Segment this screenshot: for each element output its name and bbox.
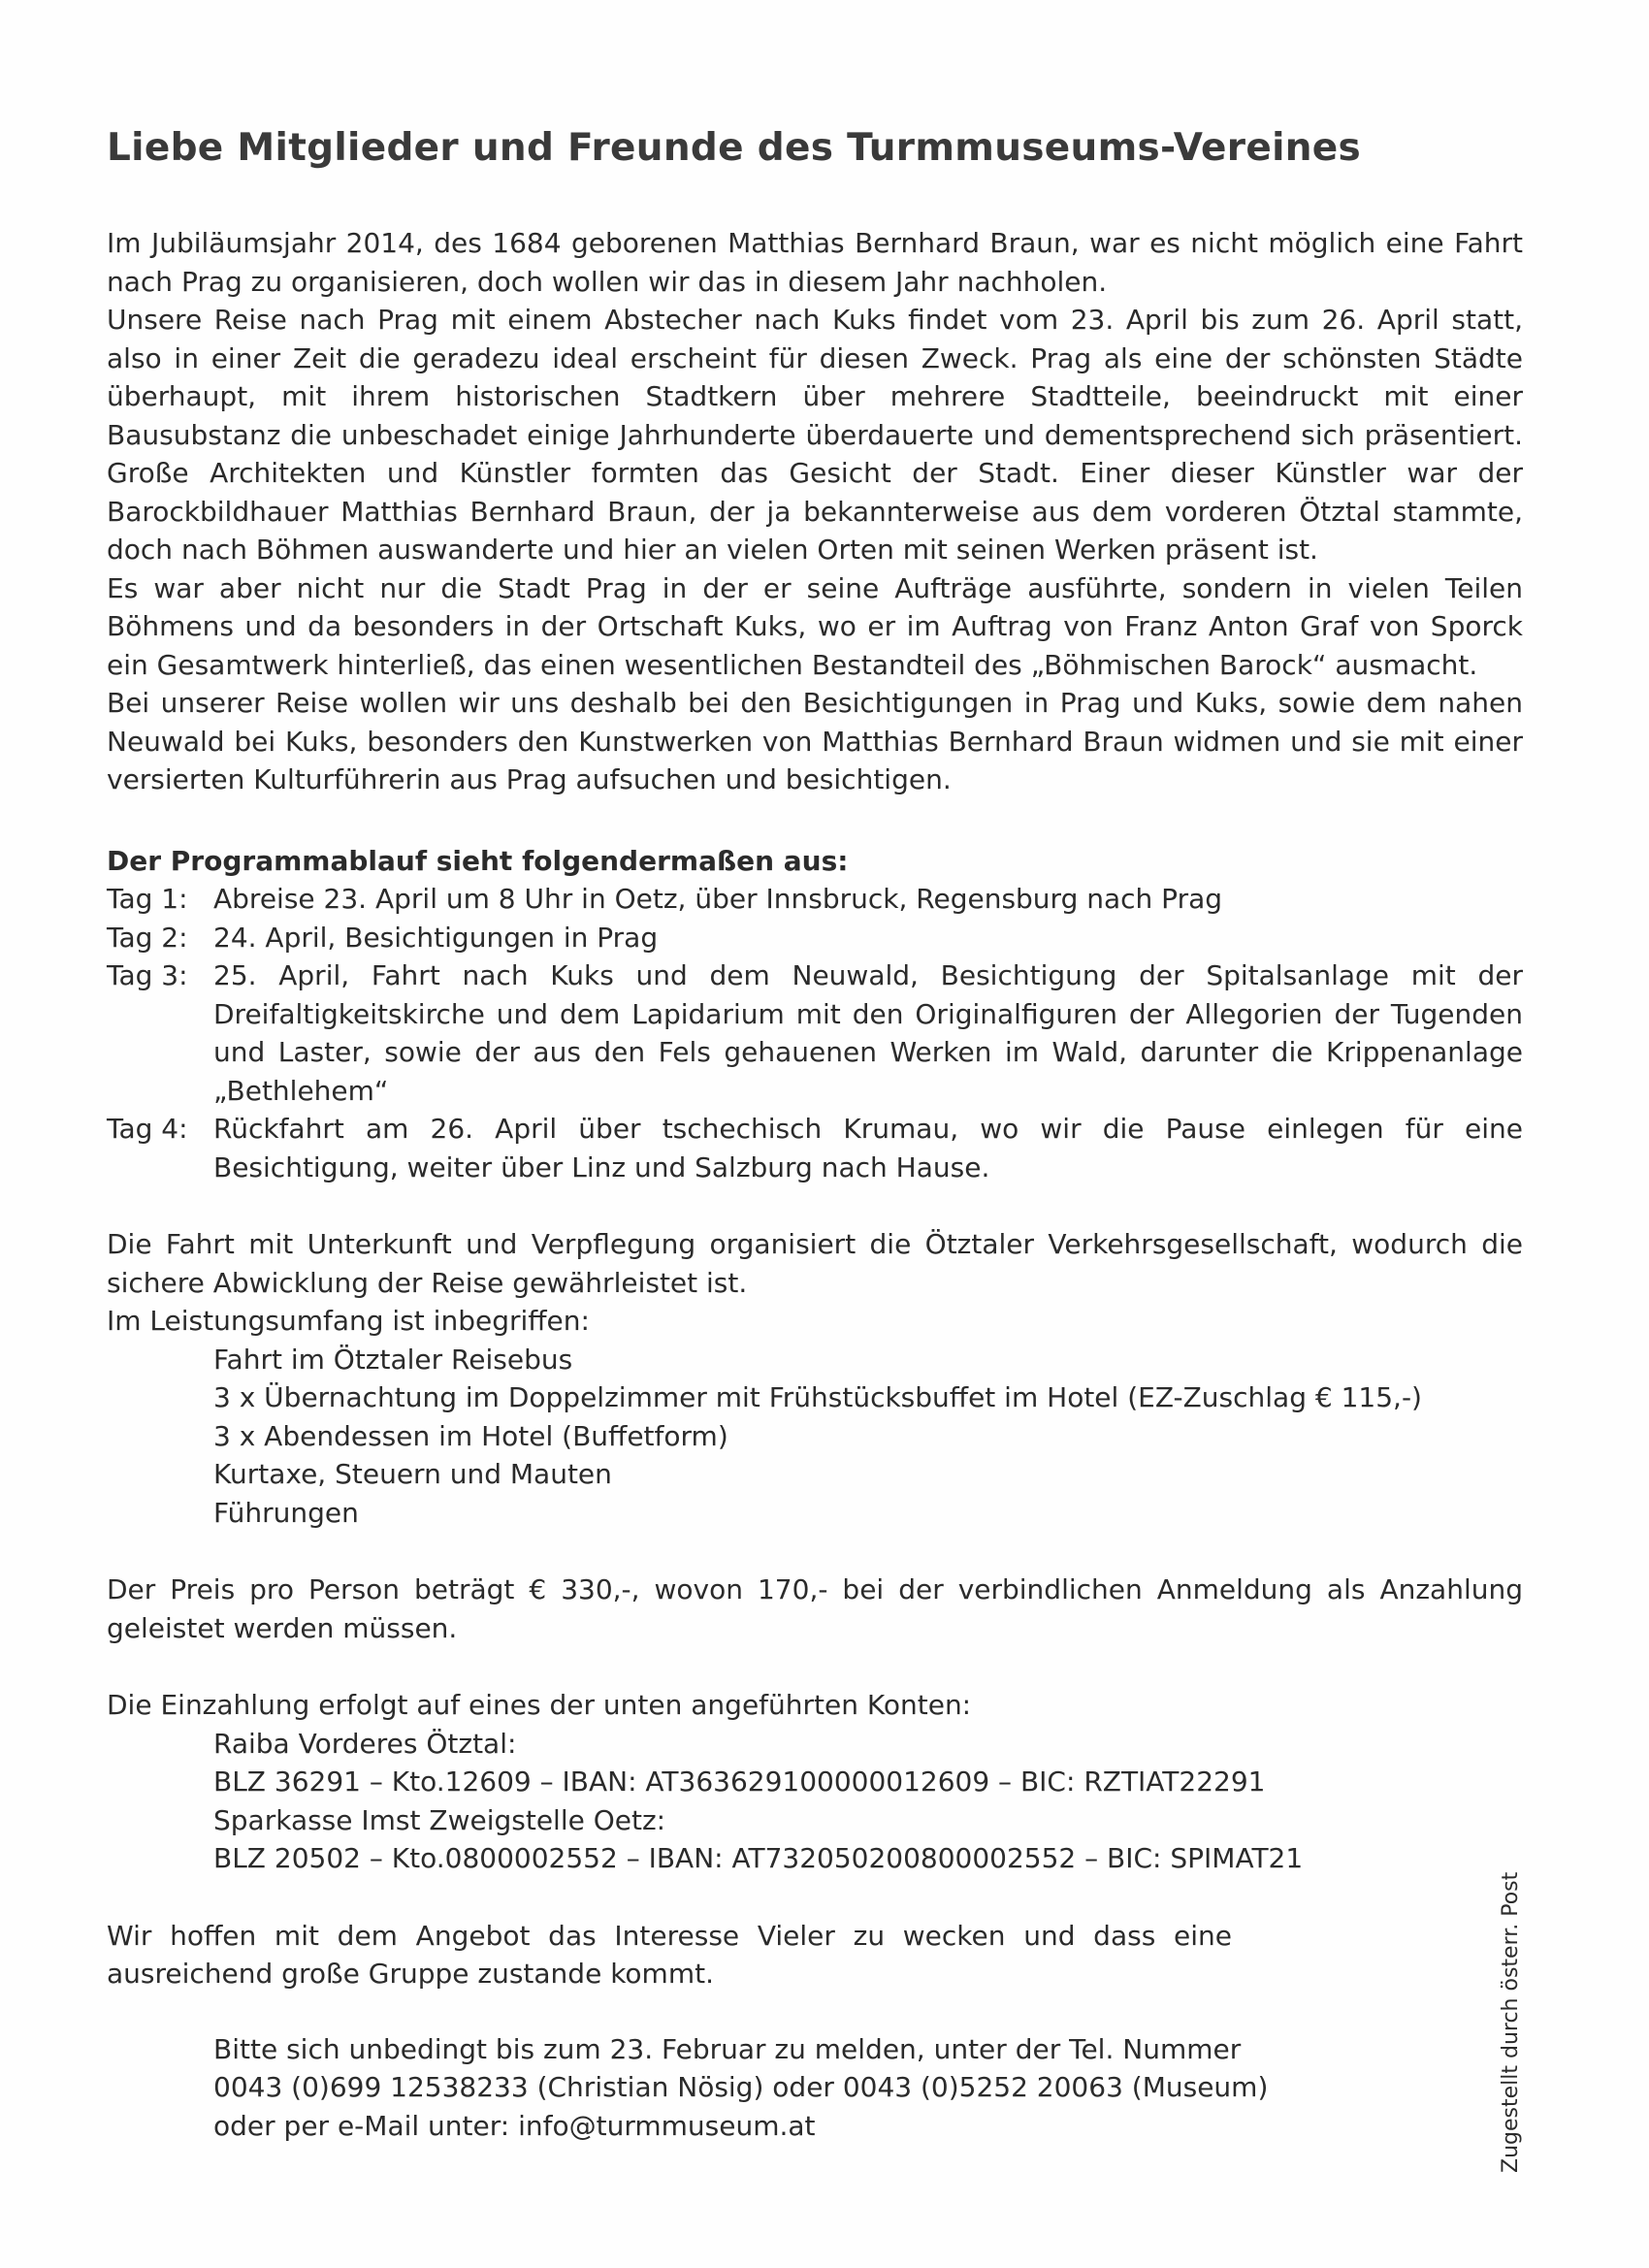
payment-intro: Die Einzahlung erfolgt auf eines der unten angeführten Konten: xyxy=(107,1689,972,1721)
program-day-text: Rückfahrt am 26. April über tschechisch Krumau, wo wir die Pause einlegen für eine Besichtigung, weiter über Linz und Salzburg nach Hause. xyxy=(213,1113,1523,1183)
program-list xyxy=(107,880,1523,1186)
included-item: Führungen xyxy=(213,1496,359,1529)
contact-email-line: oder per e-Mail unter: info@turmmuseum.at xyxy=(213,2109,816,2142)
intro-paragraph: Im Jubiläumsjahr 2014, des 1684 geborenen Matthias Bernhard Braun, war es nicht möglich eine Fahrt nach Prag zu organisieren, doch wollen wir das in diesem Jahr nachholen. xyxy=(107,227,1523,298)
bank-name: Sparkasse Imst Zweigstelle Oetz: xyxy=(213,1803,666,1836)
program-day-label: Tag 1: xyxy=(107,883,188,915)
intro-paragraph: Unsere Reise nach Prag mit einem Abstecher nach Kuks findet vom 23. April bis zum 26. April statt, also in einer Zeit die geradezu ideal erscheint für diesen Zweck. Prag als eine der schönsten Städte überhaupt, mit ihrem historischen Stadtkern über mehrere Stadtteile, beeindruckt mit einer Bausubstanz die unbeschadet einige Jahrhunderte überdauerte und dementsprechend sich präsentiert. Große Architekten und Künstler formten das Gesicht der Stadt. Einer dieser Künstler war der Barockbildhauer Matthias Bernhard Braun, der ja bekannterweise aus dem vorderen Ötztal stammte, doch nach Böhmen auswanderte und hier an vielen Orten mit seinen Werken präsent ist. xyxy=(107,304,1523,566)
intro-paragraph: Es war aber nicht nur die Stadt Prag in der er seine Aufträge ausführte, sondern in vielen Teilen Böhmens und da besonders in der Ortschaft Kuks, wo er im Auftrag von Franz Anton Graf von Sporck ein Gesamtwerk hinterließ, das einen wesentlichen Bestandteil des „Böhmischen Barock“ ausmacht. xyxy=(107,571,1523,681)
postal-note: Zugestellt durch österr. Post xyxy=(1499,1871,1523,2173)
program-day-text: 25. April, Fahrt nach Kuks und dem Neuwald, Besichtigung der Spitalsanlage mit der Dreifaltigkeitskirche und dem Lapidarium mit den Originalfiguren der Allegorien der Tugenden und Laster, sowie der aus den Fels gehauenen Werken im Wald, darunter die Krippenanlage „Bethlehem“ xyxy=(213,959,1523,1107)
program-heading: Der Programmablauf sieht folgendermaßen aus: xyxy=(107,844,849,877)
letter-title: Liebe Mitglieder und Freunde des Turmmuseums-Vereines xyxy=(107,126,1362,170)
program-day-text: Abreise 23. April um 8 Uhr in Oetz, über Innsbruck, Regensburg nach Prag xyxy=(213,883,1223,915)
included-label: Im Leistungsumfang ist inbegriffen: xyxy=(107,1305,590,1337)
contact-line: Bitte sich unbedingt bis zum 23. Februar zu melden, unter der Tel. Nummer xyxy=(213,2032,1242,2065)
program-day-row xyxy=(107,956,1523,1110)
closing-section xyxy=(107,1917,1523,1993)
organisation-section xyxy=(107,1225,1523,1532)
bank-name: Raiba Vorderes Ötztal: xyxy=(213,1727,517,1760)
organisation-text: Die Fahrt mit Unterkunft und Verpflegung organisiert die Ötztaler Verkehrsgesellschaft, wodurch die sichere Abwicklung der Reise gewährleistet ist. xyxy=(107,1228,1523,1299)
program-day-label: Tag 2: xyxy=(107,921,188,954)
program-day-label: Tag 4: xyxy=(107,1113,188,1145)
included-item: 3 x Abendessen im Hotel (Buffetform) xyxy=(213,1419,728,1452)
price-text: Der Preis pro Person beträgt € 330,-, wovon 170,- bei der verbindlichen Anmeldung als Anzahlung geleistet werden müssen. xyxy=(107,1573,1523,1644)
included-item: 3 x Übernachtung im Doppelzimmer mit Frühstücksbuffet im Hotel (EZ-Zuschlag € 115,-) xyxy=(213,1381,1422,1413)
included-item: Kurtaxe, Steuern und Mauten xyxy=(213,1458,612,1490)
contact-line: 0043 (0)699 12538233 (Christian Nösig) oder 0043 (0)5252 20063 (Museum) xyxy=(213,2071,1269,2103)
program-day-row xyxy=(107,1110,1523,1186)
intro-section xyxy=(107,224,1523,799)
intro-paragraph: Bei unserer Reise wollen wir uns deshalb bei den Besichtigungen in Prag und Kuks, sowie dem nahen Neuwald bei Kuks, besonders den Kunstwerken von Matthias Bernhard Braun widmen und sie mit einer versierten Kulturführerin aus Prag aufsuchen und besichtigen. xyxy=(107,687,1523,795)
program-day-row xyxy=(107,880,1523,919)
letter-content xyxy=(107,126,1523,2145)
closing-text: Wir hoffen mit dem Angebot das Interesse Vieler zu wecken und dass eine ausreichend große Gruppe zustande kommt. xyxy=(107,1919,1232,1990)
bank-account: BLZ 36291 – Kto.12609 – IBAN: AT363629100000012609 – BIC: RZTIAT22291 xyxy=(213,1766,1266,1798)
program-day-text: 24. April, Besichtigungen in Prag xyxy=(213,921,659,954)
payment-section xyxy=(107,1686,1523,1878)
program-day-label: Tag 3: xyxy=(107,959,188,991)
program-day-row xyxy=(107,919,1523,957)
bank-account: BLZ 20502 – Kto.0800002552 – IBAN: AT732050200800002552 – BIC: SPIMAT21 xyxy=(213,1842,1304,1874)
included-item: Fahrt im Ötztaler Reisebus xyxy=(213,1343,573,1376)
contact-section xyxy=(107,2030,1523,2146)
price-section xyxy=(107,1571,1523,1647)
